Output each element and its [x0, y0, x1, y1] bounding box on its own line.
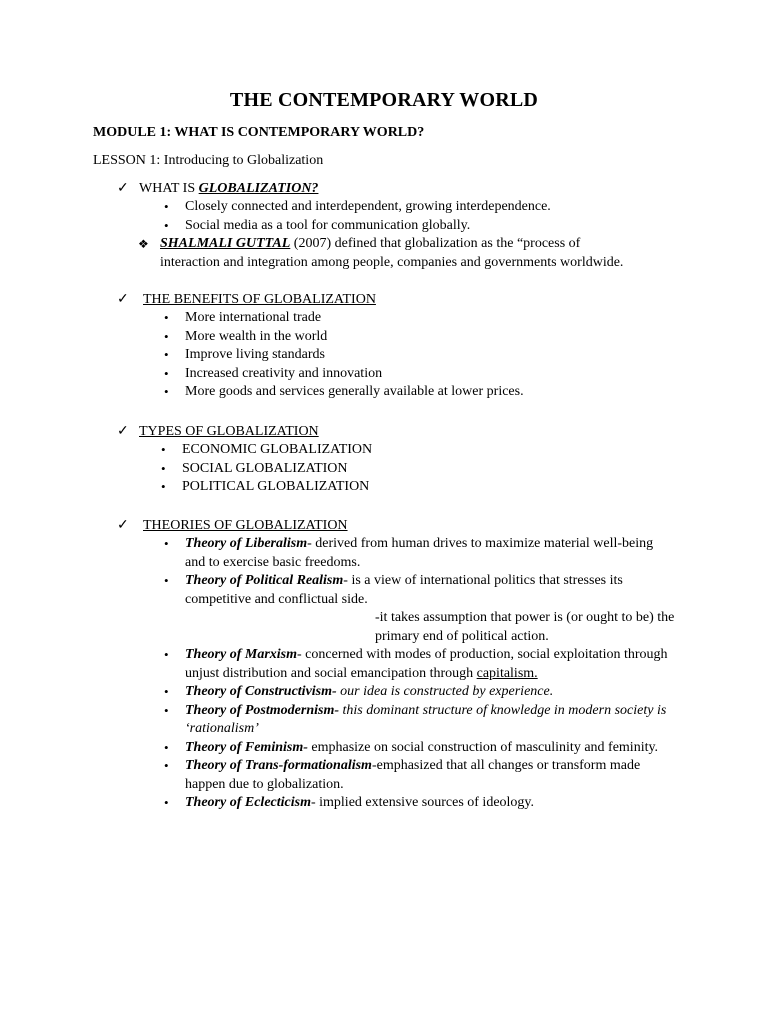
bullet-icon: • [164, 647, 169, 662]
bullet-icon: • [161, 460, 166, 476]
list-item: • ECONOMIC GLOBALIZATION [117, 441, 717, 460]
list-item: • Theory of Marxism- concerned with modes of production, social exploitation through unjust distribution and social emancipation through capitalism. [164, 647, 668, 681]
theory-name: Theory of Liberalism [185, 536, 308, 551]
list-item: • POLITICAL GLOBALIZATION [117, 478, 717, 497]
bullet-icon: • [161, 442, 166, 457]
list-item: • Increased creativity and innovation [117, 365, 717, 384]
section-heading: TYPES OF GLOBALIZATION [139, 424, 319, 439]
theory-name: Theory of Political Realism [185, 573, 344, 588]
list-item: • Theory of Postmodernism- this dominant structure of knowledge in modern society is ‘rationalism’ [164, 702, 667, 736]
theory-name: Theory of Trans-formationalism [185, 758, 372, 773]
theory-name: Theory of Feminism- [185, 739, 308, 755]
benefits-list [117, 309, 717, 402]
module-heading: MODULE 1: WHAT IS CONTEMPORARY WORLD? [93, 125, 425, 140]
section-heading: THEORIES OF GLOBALIZATION [143, 518, 348, 533]
bullet-icon: • [164, 347, 169, 362]
section-theories [117, 516, 717, 813]
bullet-icon: • [164, 573, 169, 588]
definition-list [117, 198, 717, 235]
bullet-icon: • [164, 795, 169, 810]
bullet-icon: • [164, 217, 169, 233]
diamond-bullet-icon: ❖ [138, 237, 149, 251]
quote-block: ❖ SHALMALI GUTTAL (2007) defined that globalization as the “process of interaction and integration among people, companies and governments worldwide. [138, 236, 624, 270]
theory-name: Theory of Constructivism- [185, 684, 337, 699]
bullet-icon: • [164, 684, 169, 699]
theory-note: -it takes assumption that power is (or ought to be) the primary end of political action. [375, 610, 675, 644]
list-item: • Social media as a tool for communication globally. [117, 217, 717, 236]
bullet-icon: • [164, 702, 169, 718]
list-item: • Theory of Constructivism- our idea is constructed by experience. [117, 683, 675, 702]
section-benefits [117, 290, 717, 402]
bullet-icon: • [164, 739, 169, 755]
section-heading: THE BENEFITS OF GLOBALIZATION [143, 292, 376, 307]
theory-name: Theory of Eclecticism [185, 795, 311, 810]
list-item: • More goods and services generally available at lower prices. [117, 383, 717, 402]
checkmark-icon: ✓ [117, 518, 129, 533]
types-list [117, 441, 717, 497]
theories-list [117, 535, 717, 813]
list-item: • Theory of Feminism- emphasize on social construction of masculinity and feminity. [117, 739, 675, 758]
bullet-icon: • [164, 328, 169, 344]
theory-name: Theory of Postmodernism- [185, 702, 339, 718]
section-what-is [117, 179, 717, 272]
list-item: • More international trade [117, 309, 717, 328]
list-item: • More wealth in the world [117, 328, 717, 347]
bullet-icon: • [161, 479, 166, 494]
list-item: • Closely connected and interdependent, growing interdependence. [117, 198, 717, 217]
bullet-icon: • [164, 536, 169, 551]
bullet-icon: • [164, 384, 169, 399]
section-types [117, 422, 717, 497]
list-item: • Theory of Eclecticism- implied extensive sources of ideology. [117, 794, 675, 813]
globalization-term: GLOBALIZATION? [198, 181, 319, 196]
document-title: THE CONTEMPORARY WORLD [229, 89, 539, 111]
list-item: • Theory of Liberalism- derived from human drives to maximize material well-being and to exercise basic freedoms. [164, 536, 654, 570]
list-item: • Theory of Trans-formationalism-emphasized that all changes or transform made happen due to globalization. [164, 758, 641, 792]
lesson-heading: LESSON 1: Introducing to Globalization [93, 153, 324, 168]
checkmark-icon: ✓ [117, 292, 129, 307]
section-heading: WHAT IS GLOBALIZATION? [139, 181, 319, 196]
list-item: • Improve living standards [117, 346, 717, 365]
bullet-icon: • [164, 199, 169, 214]
bullet-icon: • [164, 310, 169, 325]
checkmark-icon: ✓ [117, 181, 129, 196]
author-name: SHALMALI GUTTAL [160, 236, 291, 251]
bullet-icon: • [164, 365, 169, 381]
list-item: • Theory of Political Realism- is a view of international politics that stresses its competitive and conflictual side. -it takes assumption that power is (or ought to be) the primary end of political action. [117, 572, 675, 646]
theory-name: Theory of Marxism [185, 647, 297, 662]
checkmark-icon: ✓ [117, 424, 129, 439]
list-item: • SOCIAL GLOBALIZATION [117, 460, 717, 479]
bullet-icon: • [164, 758, 169, 773]
